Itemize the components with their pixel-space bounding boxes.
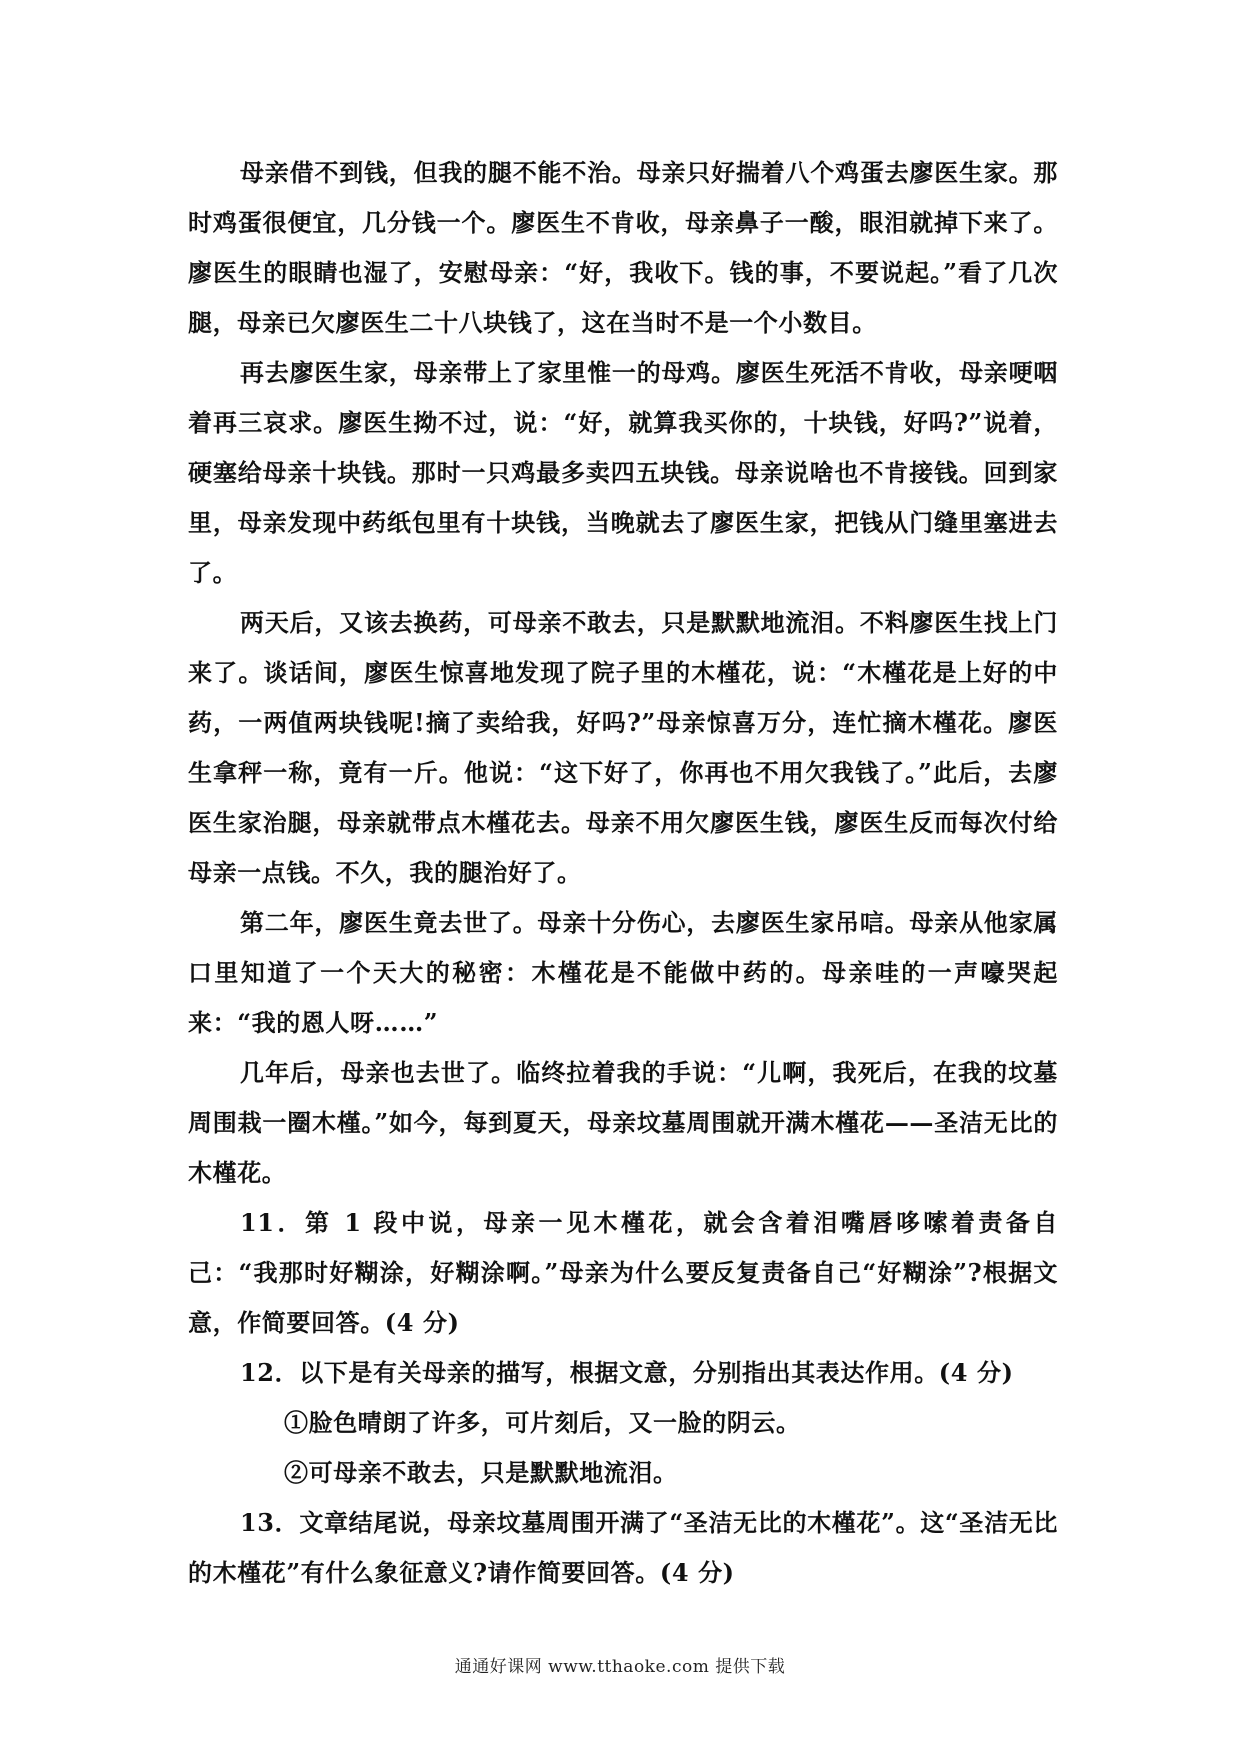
article-body [188, 148, 1058, 1598]
question-12-option-2: ②可母亲不敢去，只是默默地流泪。 [284, 1458, 678, 1487]
question-12: 12．以下是有关母亲的描写，根据文意，分别指出其表达作用。(4 分) [240, 1358, 1014, 1387]
question-12-option-1: ①脸色晴朗了许多，可片刻后，又一脸的阴云。 [284, 1408, 801, 1437]
paragraph-2: 再去廖医生家，母亲带上了家里惟一的母鸡。廖医生死活不肯收，母亲哽咽着再三哀求。廖医生拗不过，说：“好，就算我买你的，十块钱，好吗?”说着，硬塞给母亲十块钱。那时一只鸡最多卖四五块钱。母亲说啥也不肯接钱。回到家里，母亲发现中药纸包里有十块钱，当晚就去了廖医生家，把钱从门缝里塞进去了。 [188, 358, 1058, 587]
question-11: 11．第 1 段中说，母亲一见木槿花，就会含着泪嘴唇哆嗦着责备自己：“我那时好糊涂，好糊涂啊。”母亲为什么要反复责备自己“好糊涂”?根据文意，作简要回答。(4 分) [188, 1208, 1058, 1337]
paragraph-5: 几年后，母亲也去世了。临终拉着我的手说：“儿啊，我死后，在我的坟墓周围栽一圈木槿。”如今，每到夏天，母亲坟墓周围就开满木槿花——圣洁无比的木槿花。 [188, 1058, 1058, 1187]
footer-credit: 通通好课网 www.tthaoke.com 提供下载 [454, 1657, 786, 1677]
question-13: 13．文章结尾说，母亲坟墓周围开满了“圣洁无比的木槿花”。这“圣洁无比的木槿花”有什么象征意义?请作简要回答。(4 分) [188, 1508, 1058, 1587]
paragraph-4: 第二年，廖医生竟去世了。母亲十分伤心，去廖医生家吊唁。母亲从他家属口里知道了一个天大的秘密：木槿花是不能做中药的。母亲哇的一声嚎哭起来：“我的恩人呀……” [188, 908, 1058, 1037]
paragraph-3: 两天后，又该去换药，可母亲不敢去，只是默默地流泪。不料廖医生找上门来了。谈话间，廖医生惊喜地发现了院子里的木槿花，说：“木槿花是上好的中药，一两值两块钱呢!摘了卖给我，好吗?”母亲惊喜万分，连忙摘木槿花。廖医生拿秤一称，竟有一斤。他说：“这下好了，你再也不用欠我钱了。”此后，去廖医生家治腿，母亲就带点木槿花去。母亲不用欠廖医生钱，廖医生反而每次付给母亲一点钱。不久，我的腿治好了。 [188, 608, 1058, 887]
paragraph-1: 母亲借不到钱，但我的腿不能不治。母亲只好揣着八个鸡蛋去廖医生家。那时鸡蛋很便宜，几分钱一个。廖医生不肯收，母亲鼻子一酸，眼泪就掉下来了。廖医生的眼睛也湿了，安慰母亲：“好，我收下。钱的事，不要说起。”看了几次腿，母亲已欠廖医生二十八块钱了，这在当时不是一个小数目。 [188, 158, 1058, 337]
